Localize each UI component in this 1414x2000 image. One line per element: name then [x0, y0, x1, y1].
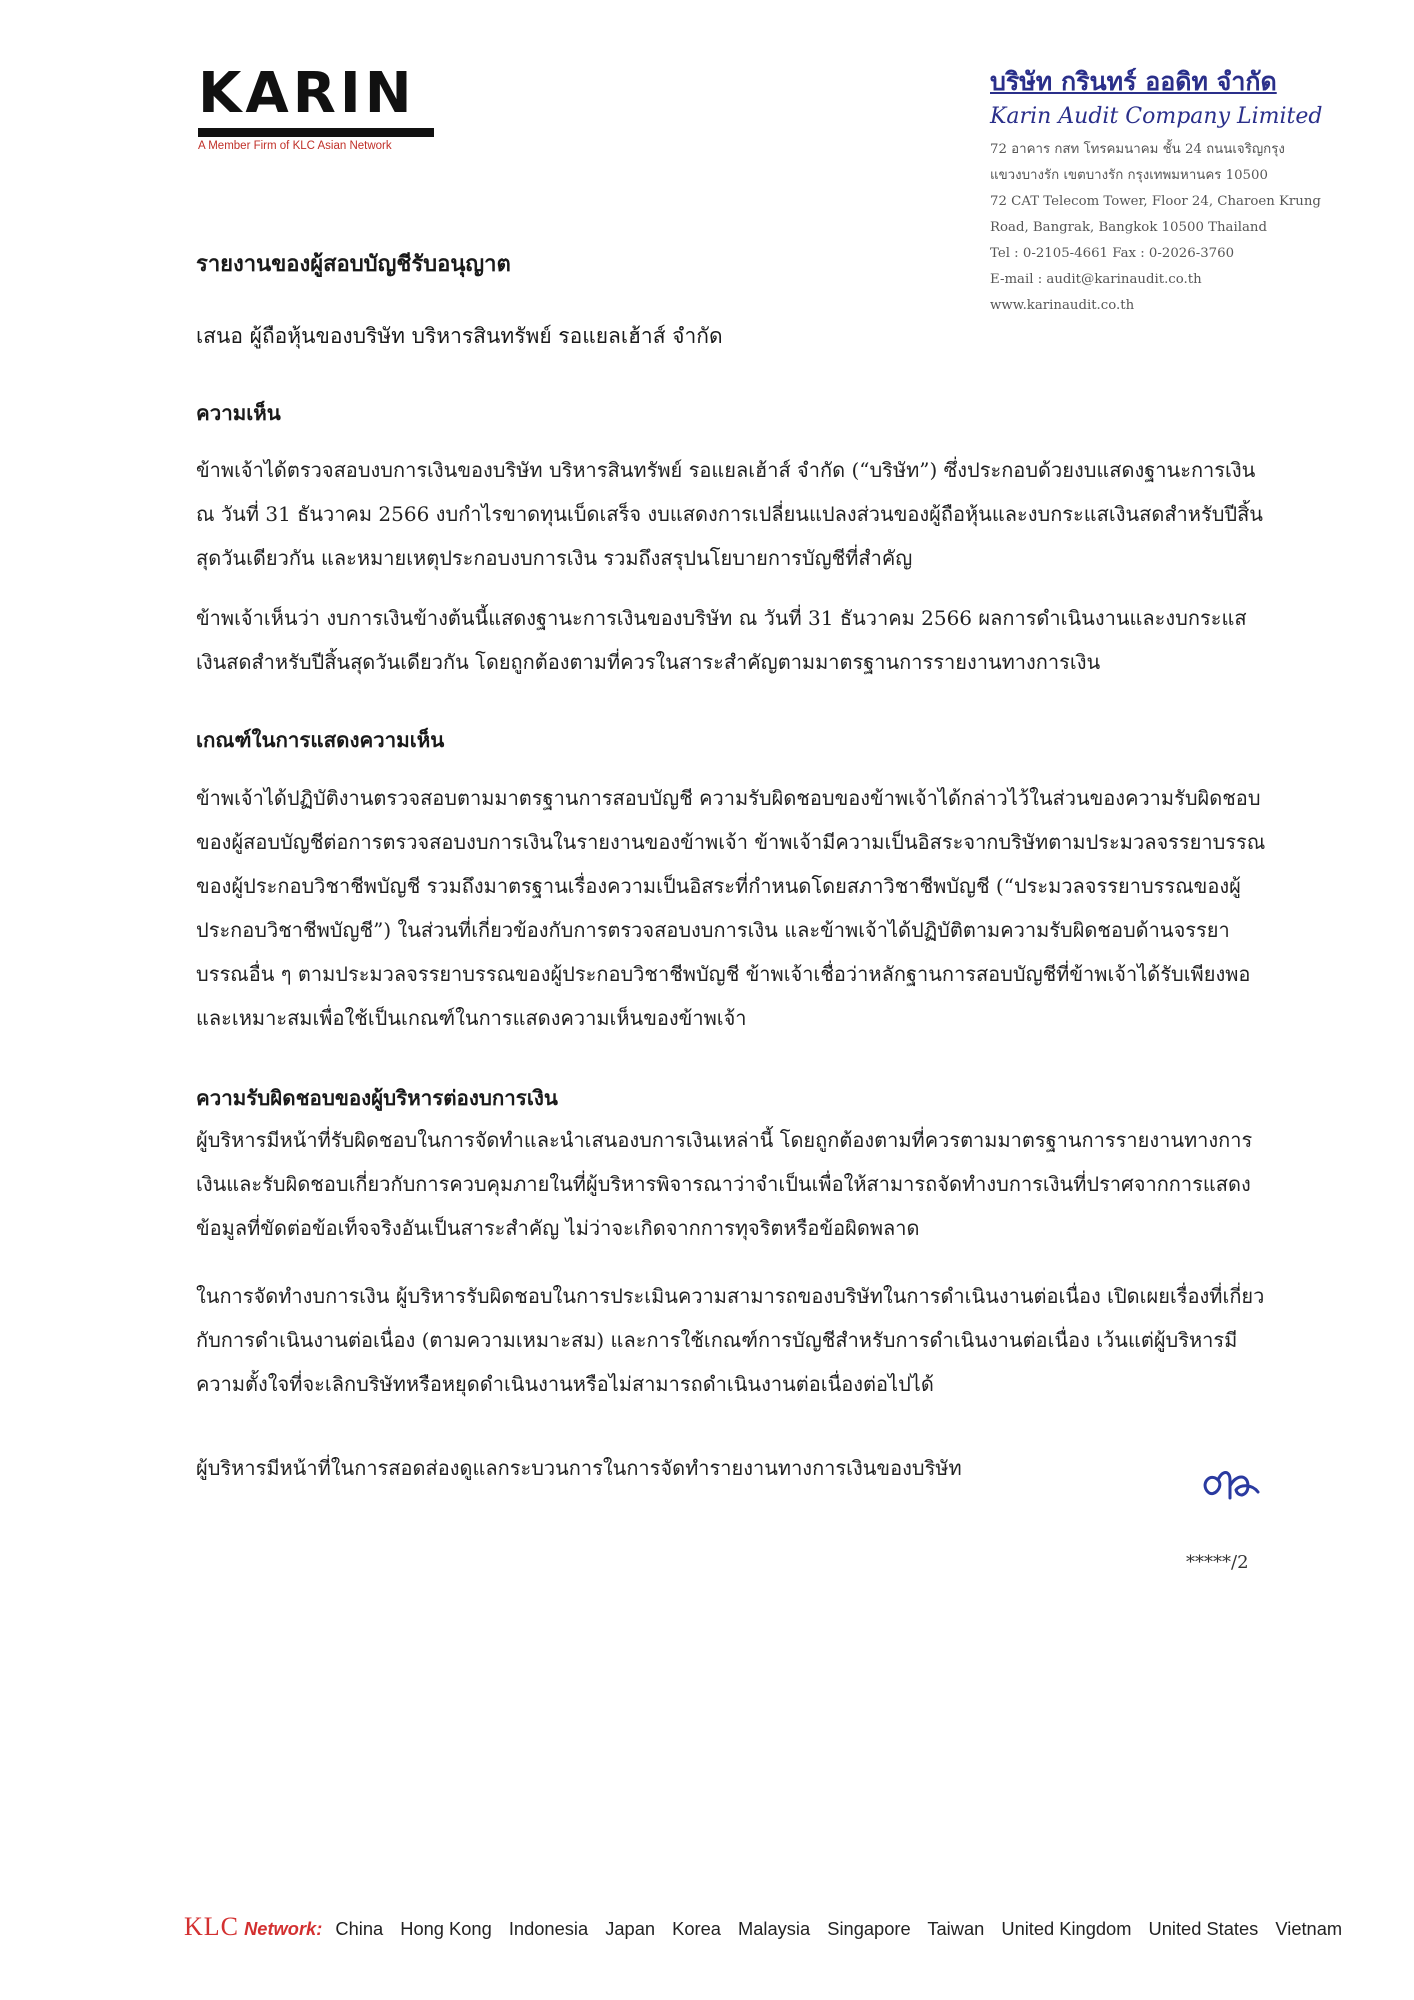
network-label: Network: [244, 1918, 323, 1939]
logo-underline [198, 128, 434, 137]
handwritten-initials [1196, 1462, 1266, 1510]
management-paragraph-1: ผู้บริหารมีหน้าที่รับผิดชอบในการจัดทำและนำเสนองบการเงินเหล่านี้ โดยถูกต้องตามที่ควรตามมาตรฐานการรายงานทางการเงินและรับผิดชอบเกี่ยวกับการควบคุมภายในที่ผู้บริหารพิจารณาว่าจำเป็นเพื่อให้สามารถจัดทำงบการเงินที่ปราศจากการแสดงข้อมูลที่ขัดต่อข้อเท็จจริงอันเป็นสาระสำคัญ ไม่ว่าจะเกิดจากการทุจริตหรือข้อผิดพลาด [196, 1128, 1253, 1240]
country-item: Singapore [827, 1918, 911, 1939]
country-item: Malaysia [738, 1918, 811, 1939]
klc-logo: KLC [184, 1912, 239, 1941]
address-line: แขวงบางรัก เขตบางรัก กรุงเทพมหานคร 10500 [990, 168, 1268, 183]
report-title: รายงานของผู้สอบบัญชีรับอนุญาต [196, 251, 511, 277]
management-responsibility-heading: ความรับผิดชอบของผู้บริหารต่องบการเงิน [196, 1086, 558, 1110]
country-item: United States [1148, 1918, 1259, 1939]
logo-subtitle: A Member Firm of KLC Asian Network [198, 140, 392, 152]
country-item: Korea [672, 1918, 721, 1939]
address-line: 72 อาคาร กสท โทรคมนาคม ชั้น 24 ถนนเจริญกรุง [990, 142, 1285, 157]
management-paragraph-3: ผู้บริหารมีหน้าที่ในการสอดส่องดูแลกระบวนการในการจัดทำรายงานทางการเงินของบริษัท [196, 1456, 962, 1480]
karin-logo [198, 61, 436, 152]
country-item: United Kingdom [1001, 1918, 1132, 1939]
basis-heading: เกณฑ์ในการแสดงความเห็น [196, 728, 445, 752]
logo-text: KARIN [198, 61, 416, 126]
country-item: Hong Kong [400, 1918, 492, 1939]
basis-paragraph: ข้าพเจ้าได้ปฏิบัติงานตรวจสอบตามมาตรฐานการสอบบัญชี ความรับผิดชอบของข้าพเจ้าได้กล่าวไว้ในส่วนของความรับผิดชอบของผู้สอบบัญชีต่อการตรวจสอบงบการเงินในรายงานของข้าพเจ้า ข้าพเจ้ามีความเป็นอิสระจากบริษัทตามประมวลจรรยาบรรณของผู้ประกอบวิชาชีพบัญชี รวมถึงมาตรฐานเรื่องความเป็นอิสระที่กำหนดโดยสภาวิชาชีพบัญชี (“ประมวลจรรยาบรรณของผู้ประกอบวิชาชีพบัญชี”) ในส่วนที่เกี่ยวข้องกับการตรวจสอบงบการเงิน และข้าพเจ้าได้ปฏิบัติตามความรับผิดชอบด้านจรรยาบรรณอื่น ๆ ตามประมวลจรรยาบรรณของผู้ประกอบวิชาชีพบัญชี ข้าพเจ้าเชื่อว่าหลักฐานการสอบบัญชีที่ข้าพเจ้าได้รับเพียงพอและเหมาะสมเพื่อใช้เป็นเกณฑ์ในการแสดงความเห็นของข้าพเจ้า [196, 786, 1266, 1030]
company-name-thai: บริษัท กรินทร์ ออดิท จำกัด [990, 67, 1277, 96]
company-name-english: Karin Audit Company Limited [990, 104, 1323, 129]
address-line: 72 CAT Telecom Tower, Floor 24, Charoen Krung [990, 194, 1321, 209]
company-address [990, 137, 1321, 319]
address-line: Road, Bangrak, Bangkok 10500 Thailand [990, 220, 1267, 235]
report-addressee: เสนอ ผู้ถือหุ้นของบริษัท บริหารสินทรัพย์ รอแยลเฮ้าส์ จำกัด [196, 324, 723, 348]
country-item: Japan [605, 1918, 656, 1939]
footer-network [184, 1912, 1354, 1942]
management-paragraph-2: ในการจัดทำงบการเงิน ผู้บริหารรับผิดชอบในการประเมินความสามารถของบริษัทในการดำเนินงานต่อเนื่อง เปิดเผยเรื่องที่เกี่ยวกับการดำเนินงานต่อเนื่อง (ตามความเหมาะสม) และการใช้เกณฑ์การบัญชีสำหรับการดำเนินงานต่อเนื่อง เว้นแต่ผู้บริหารมีความตั้งใจที่จะเลิกบริษัทหรือหยุดดำเนินงานหรือไม่สามารถดำเนินงานต่อเนื่องต่อไปได้ [196, 1284, 1265, 1396]
opinion-paragraph-1: ข้าพเจ้าได้ตรวจสอบงบการเงินของบริษัท บริหารสินทรัพย์ รอแยลเฮ้าส์ จำกัด (“บริษัท”) ซึ่งประกอบด้วยงบแสดงฐานะการเงิน ณ วันที่ 31 ธันวาคม 2566 งบกำไรขาดทุนเบ็ดเสร็จ งบแสดงการเปลี่ยนแปลงส่วนของผู้ถือหุ้นและงบกระแสเงินสดสำหรับปีสิ้นสุดวันเดียวกัน และหมายเหตุประกอบงบการเงิน รวมถึงสรุปนโยบายการบัญชีที่สำคัญ [196, 458, 1263, 570]
country-item: Vietnam [1275, 1918, 1343, 1939]
page-continuation-marker: *****/2 [1186, 1552, 1249, 1573]
website-line: www.karinaudit.co.th [990, 298, 1135, 313]
country-item: Taiwan [927, 1918, 985, 1939]
telephone-fax-line: Tel : 0-2105-4661 Fax : 0-2026-3760 [990, 246, 1235, 261]
company-info [990, 62, 1323, 319]
opinion-paragraph-2: ข้าพเจ้าเห็นว่า งบการเงินข้างต้นนี้แสดงฐานะการเงินของบริษัท ณ วันที่ 31 ธันวาคม 2566 ผลการดำเนินงานและงบกระแสเงินสดสำหรับปีสิ้นสุดวันเดียวกัน โดยถูกต้องตามที่ควรในสาระสำคัญตามมาตรฐานการรายงานทางการเงิน [196, 606, 1247, 674]
email-line: E-mail : audit@karinaudit.co.th [990, 272, 1202, 287]
country-item: China [335, 1918, 384, 1939]
country-item: Indonesia [508, 1918, 589, 1939]
opinion-heading: ความเห็น [196, 401, 281, 425]
